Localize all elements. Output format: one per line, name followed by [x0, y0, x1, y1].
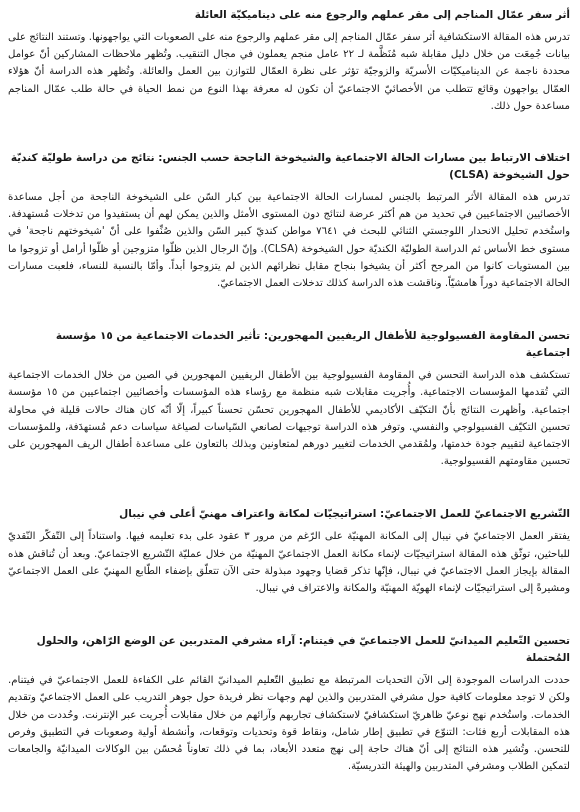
article-title: تحسن المقاومة الفسيولوجية للأطفال الريفيين المهجورين: تأثير الخدمات الاجتماعية من ١٥ مؤسسة اجتماعية — [55, 330, 570, 360]
article-abstract: تدرس هذه المقالة الاستكشافية أثر سفر عمّال المناجم إلى مقر عملهم والرجوع منه على الصعوبات التي يواجهونها. وتستند النتائج على بيانات جُمِعَت من خلال دليل مقابلة شبه مُنَظَّمة لـ ٢٢ عامل منجم يعملون في مجال التنقيب. وتُظهر ملاحظات المشاركين أنّ عوامل محددة ناجمة عن الديناميكيّات الأسريّة والزوجيّة تؤثر على نظرة العمّال للتوازن بين العمل والعائلة. وتُظهر هذه الدراسة أنّ هؤلاء العمّال يواجهون وقائع تتطلب من الأخصائيّ الاجتماعيّ أن تكون له معرفة بهذا النوع من نمط الحياة في حالة طلب عمّال المناجم مساعدة حول ذلك. — [8, 32, 570, 112]
article-4 — [8, 506, 570, 597]
article-title: اختلاف الارتباط بين مسارات الحالة الاجتماعية والشيخوخة الناجحة حسب الجنس: نتائج من دراسة طوليّة كنديّة حول الشيخوخة (CLSA) — [10, 152, 570, 182]
article-5 — [8, 633, 570, 775]
article-abstract: تستكشف هذه الدراسة التحسن في المقاومة الفسيولوجية بين الأطفال الريفيين المهجورين في الصين من خلال الخدمات الاجتماعية التي تُقدمها المؤسسات الاجتماعية. وأُجريت مقابلات شبه منظمة مع رؤساء هذه المؤسسات وأخصائيين اجتماعيين من ١٥ مؤسسة اجتماعية. وأظهرت النتائج بأنّ التكيّف الأكاديمي للأطفال المهجورين تحسّن تحسناً كبيراً، إلّا أنّه كان هناك حالات قليلة في محاولة تحسين التكيّف الفسيولوجي والنفسي. وتوفر هذه الدراسة توجيهات لصانعي السّياسات لصياغة سياسات دعم مُستهدَفة، وللمؤسسات الاجتماعية لتقييم جودة خدمتها، ولمُقدمي الخدمات لتغيير دورهم لمتعاونين وبذلك بالتعاون على مساعدة أطفال الريف المهجورين على تحسين مقاومتهم الفسيولوجية. — [8, 370, 571, 468]
article-1 — [8, 7, 570, 115]
article-3 — [8, 328, 570, 470]
article-title: التّشريع الاجتماعيّ للعمل الاجتماعيّ: استراتيجيّات لمكانة واعتراف مهنيّ أعلى في نيبال — [119, 508, 570, 521]
article-2 — [8, 150, 570, 292]
article-abstract: تدرس هذه المقالة الأثر المرتبط بالجنس لمسارات الحالة الاجتماعية بين كبار السّن على الشيخوخة الناجحة من أجل مساعدة الأخصائيين الاجتماعيين في تحديد من هم أكثر عرضة لنتائج دون المستوى الأمثل والذين يمكن لهم أن يستفيدوا من تدخلات مُستهدفة. واستُخدم تحليل الانحدار اللوجستي الثنائي للبحث في ٧٦٤١ مواطن كنديّ كبير السّن والذين صُنِّفوا على أنّ 'شيخوختهم ناجحة' في مستوى خط الأساس ثم الدراسة الطوليّة الكنديّة حول الشيخوخة (CLSA). وإنّ الرجال الذين ظلّوا متزوجين أو ظلّوا أرامل أو تزوجوا ما بين المستويات كانوا من المرجح أكثر أن يشيخوا بنجاح مقابل نظرائهم الذين لم يتزوجوا أبداً. وأمّا بالنسبة للنساء، فلعبت مسارات الحالة الاجتماعية دوراً هامشيّاً. وناقشت هذه الدراسة كذلك تدخلات العمل الاجتماعيّ. — [8, 192, 570, 290]
article-abstract: يفتقر العمل الاجتماعيّ في نيبال إلى المكانة المهنيّة على الرّغم من مرور ٣ عقود على بدء تعليمه فيها. واستناداً إلى التّفكّر النّقديّ للباحثين، توثّق هذه المقالة استراتيجيّات لإنماء مكانة العمل الاجتماعيّ المهنيّة من خلال عمليّة التّشريع الاجتماعيّ. وبعد أن تُناقش هذه المقالة بإيجاز العمل الاجتماعيّ في نيبال، فإنّها تذكر قضايا وجهود مبذولة حتى الآن تتعلّق بإضفاء الطّابع المهنيّ على العمل الاجتماعيّ ومشيرةً إلى استراتيجيّات لإنماء الهويّة المهنيّة والمكانة والاعتراف في نيبال. — [8, 531, 570, 595]
article-abstract: حددت الدراسات الموجودة إلى الآن التحديات المرتبطة مع تطبيق التّعليم الميدانيّ القائم على الكفاءة للعمل الاجتماعيّ في فيتنام. ولكن لا توجد معلومات كافية حول مشرفي المتدربين والذين لهم وجهات نظر فريدة حول جوهر التدريب على العمل الاجتماعيّ وتقديم الخدمات. واستُخدم نهج نوعيّ ظاهريّ استكشافيّ لاستكشاف تجاربهم وآرائهم من خلال مقابلات أُجريت عبر الإنترنت. وحُددت من خلال هذه المقابلات أربع فئات: التنوّع في تطبيق إطار شامل، ونقاط قوة وتحديات وتوقعات، وأنشطة أولية وصعوبات في التطبيق وفرص للتحسن. وتُشير هذه النتائج إلى أنّ هناك حاجة إلى نهج متعدد الأبعاد، بما في ذلك تعاوناً مُحسّن بين الوكالات الميدانيّة والجامعات لتمكين الطلاب ومشرفي المتدربين والهيئة التدريسيّة. — [8, 675, 570, 773]
article-title: أثر سفر عمّال المناجم إلى مقر عملهم والرجوع منه على ديناميكيّة العائلة — [194, 9, 570, 21]
article-title: تحسين التّعليم الميدانيّ للعمل الاجتماعيّ في فيتنام: آراء مشرفي المتدربين عن الوضع الرّاهن، والحلول المُحتملة — [36, 635, 570, 665]
